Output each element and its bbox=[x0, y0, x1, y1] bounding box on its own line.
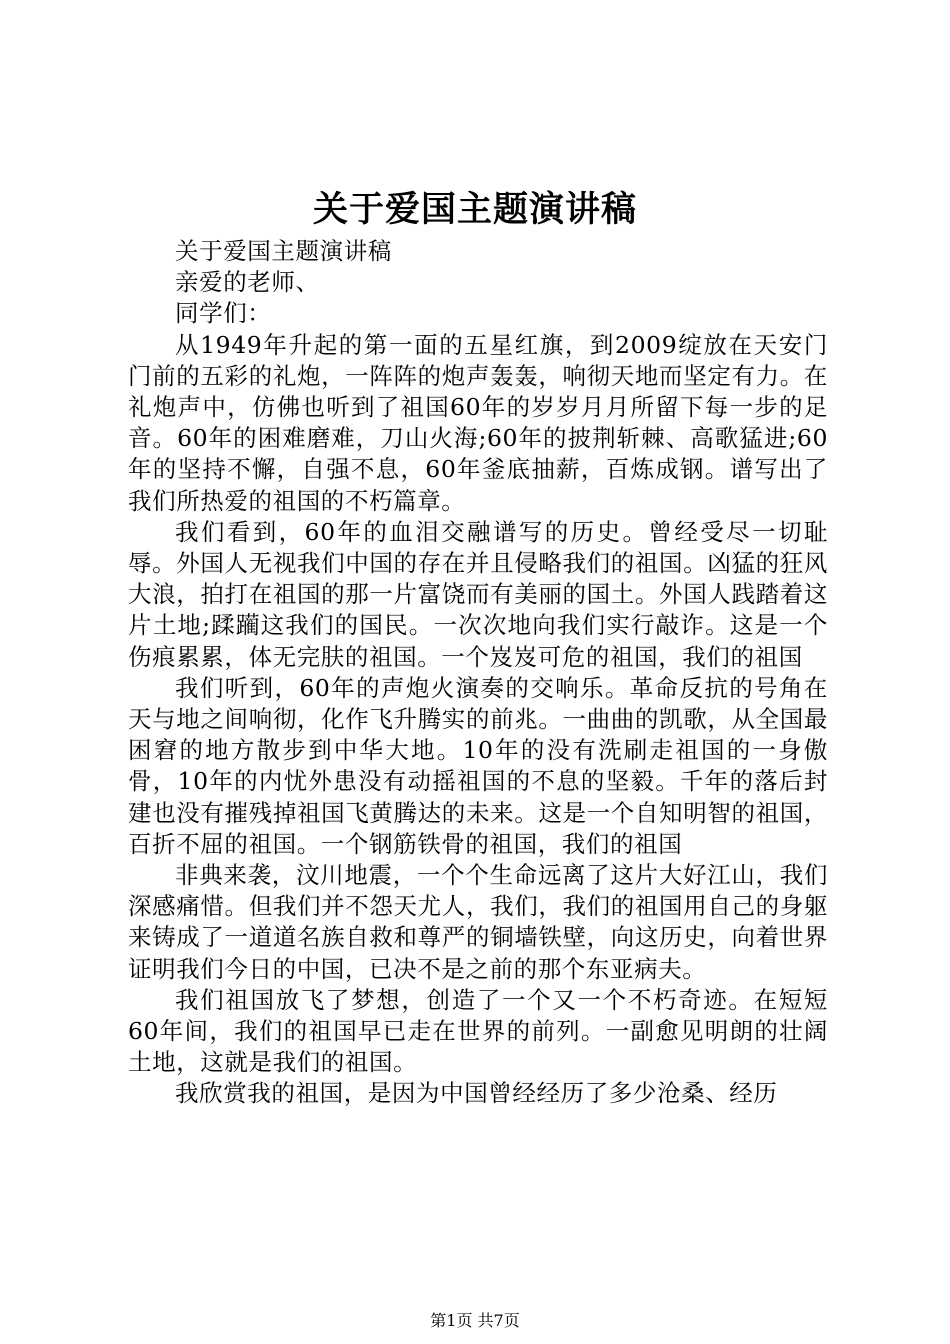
paragraph: 我们看到，60年的血泪交融谱写的历史。曾经受尽一切耻辱。外国人无视我们中国的存在并且侵略我们的祖国。凶猛的狂风大浪，拍打在祖国的那一片富饶而有美丽的国土。外国人践踏着这片土地;蹂躏这我们的国民。一次次地向我们实行敲诈。这是一个伤痕累累，体无完肤的祖国。一个岌岌可危的祖国，我们的祖国 bbox=[128, 517, 828, 671]
document-body bbox=[128, 236, 828, 1110]
paragraph: 我们祖国放飞了梦想，创造了一个又一个不朽奇迹。在短短60年间，我们的祖国早已走在世界的前列。一副愈见明朗的壮阔土地，这就是我们的祖国。 bbox=[128, 985, 828, 1077]
document-title: 关于爱国主题演讲稿 bbox=[312, 189, 637, 230]
paragraph: 从1949年升起的第一面的五星红旗，到2009绽放在天安门门前的五彩的礼炮，一阵阵的炮声轰轰，响彻天地而坚定有力。在礼炮声中，仿佛也听到了祖国60年的岁岁月月所留下每一步的足音。60年的困难磨难，刀山火海;60年的披荆斩棘、高歌猛进;60年的坚持不懈，自强不息，60年釜底抽薪，百炼成钢。谱写出了我们所热爱的祖国的不朽篇章。 bbox=[128, 330, 828, 515]
paragraph: 关于爱国主题演讲稿 bbox=[175, 237, 392, 265]
page-number-label: 第1页 共7页 bbox=[430, 1311, 520, 1330]
paragraph: 同学们： bbox=[175, 299, 272, 328]
paragraph: 亲爱的老师、 bbox=[175, 268, 320, 297]
page-footer bbox=[0, 1310, 950, 1332]
paragraph: 非典来袭，汶川地震，一个个生命远离了这片大好江山，我们深感痛惜。但我们并不怨天尤人，我们，我们的祖国用自己的身躯来铸成了一道道名族自救和尊严的铜墙铁壁，向这历史，向着世界证明我们今日的中国，已决不是之前的那个东亚病夫。 bbox=[128, 861, 828, 983]
paragraph: 我们听到，60年的声炮火演奏的交响乐。革命反抗的号角在天与地之间响彻，化作飞升腾实的前兆。一曲曲的凯歌，从全国最困窘的地方散步到中华大地。10年的没有洗刷走祖国的一身傲骨，10年的内忧外患没有动摇祖国的不息的坚毅。千年的落后封建也没有摧残掉祖国飞黄腾达的未来。这是一个自知明智的祖国，百折不屈的祖国。一个钢筋铁骨的祖国，我们的祖国 bbox=[128, 673, 828, 858]
paragraph: 我欣赏我的祖国，是因为中国曾经经历了多少沧桑、经历 bbox=[175, 1079, 778, 1108]
